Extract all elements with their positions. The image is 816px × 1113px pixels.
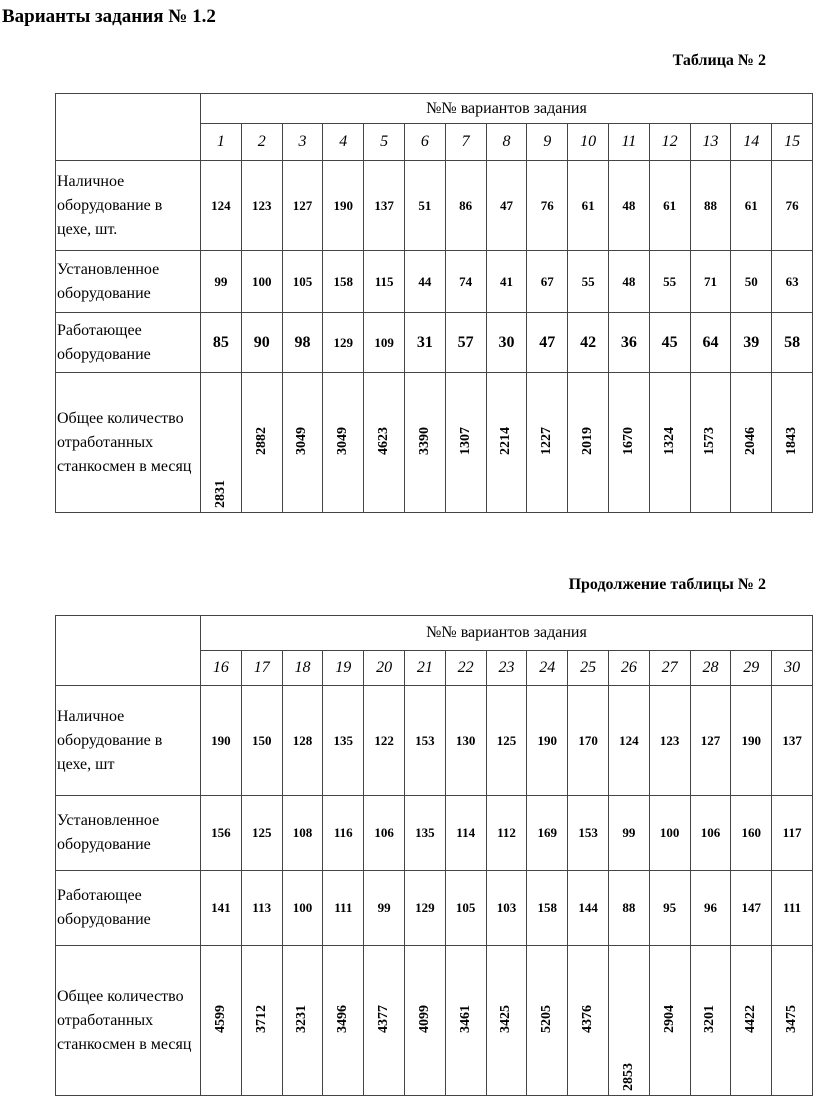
value-cell: 109 bbox=[364, 313, 405, 373]
variant-number: 25 bbox=[568, 651, 609, 686]
value-cell: 190 bbox=[201, 686, 242, 796]
variant-number: 18 bbox=[282, 651, 323, 686]
variant-number: 30 bbox=[772, 651, 813, 686]
variant-number: 1 bbox=[201, 124, 242, 161]
value-cell: 117 bbox=[772, 796, 813, 871]
corner-cell bbox=[56, 616, 201, 686]
variant-number: 8 bbox=[486, 124, 527, 161]
variant-number: 15 bbox=[772, 124, 813, 161]
value-cell bbox=[527, 373, 568, 513]
value-cell: 39 bbox=[731, 313, 772, 373]
value-cell: 111 bbox=[772, 871, 813, 946]
value-cell: 105 bbox=[445, 871, 486, 946]
value-cell: 61 bbox=[731, 161, 772, 251]
variants-header: №№ вариантов задания bbox=[201, 616, 813, 651]
value-cell: 137 bbox=[772, 686, 813, 796]
value-cell bbox=[690, 373, 731, 513]
value-cell: 170 bbox=[568, 686, 609, 796]
value-cell: 156 bbox=[201, 796, 242, 871]
value-cell bbox=[772, 946, 813, 1096]
value-cell: 55 bbox=[568, 251, 609, 313]
cell-value: 3712 bbox=[253, 1004, 269, 1033]
value-cell: 50 bbox=[731, 251, 772, 313]
value-cell: 108 bbox=[282, 796, 323, 871]
value-cell: 130 bbox=[445, 686, 486, 796]
value-cell: 31 bbox=[404, 313, 445, 373]
value-cell: 190 bbox=[323, 161, 364, 251]
value-cell: 88 bbox=[608, 871, 649, 946]
value-cell: 144 bbox=[568, 871, 609, 946]
value-cell bbox=[282, 373, 323, 513]
cell-value: 4376 bbox=[580, 1004, 596, 1033]
value-cell bbox=[201, 373, 242, 513]
cell-value: 1324 bbox=[661, 426, 677, 455]
cell-value: 3390 bbox=[416, 426, 432, 455]
value-cell: 114 bbox=[445, 796, 486, 871]
corner-cell bbox=[56, 94, 201, 161]
variant-number: 16 bbox=[201, 651, 242, 686]
cell-value: 2882 bbox=[253, 426, 269, 455]
value-cell bbox=[364, 373, 405, 513]
value-cell: 100 bbox=[282, 871, 323, 946]
variant-number: 11 bbox=[608, 124, 649, 161]
value-cell: 113 bbox=[241, 871, 282, 946]
value-cell: 112 bbox=[486, 796, 527, 871]
value-cell: 76 bbox=[527, 161, 568, 251]
variant-number: 14 bbox=[731, 124, 772, 161]
value-cell: 141 bbox=[201, 871, 242, 946]
value-cell: 129 bbox=[404, 871, 445, 946]
cell-value: 4377 bbox=[376, 1004, 392, 1033]
value-cell: 76 bbox=[772, 161, 813, 251]
variant-number: 17 bbox=[241, 651, 282, 686]
value-cell: 48 bbox=[608, 161, 649, 251]
value-cell: 74 bbox=[445, 251, 486, 313]
cell-value: 4623 bbox=[376, 426, 392, 455]
value-cell bbox=[772, 373, 813, 513]
table1-caption: Таблица № 2 bbox=[672, 52, 766, 69]
cell-value: 3475 bbox=[784, 1004, 800, 1033]
value-cell: 36 bbox=[608, 313, 649, 373]
variant-number: 29 bbox=[731, 651, 772, 686]
value-cell: 55 bbox=[649, 251, 690, 313]
value-cell: 160 bbox=[731, 796, 772, 871]
value-cell bbox=[201, 946, 242, 1096]
value-cell: 103 bbox=[486, 871, 527, 946]
value-cell: 106 bbox=[364, 796, 405, 871]
cell-value: 3231 bbox=[294, 1004, 310, 1033]
value-cell bbox=[445, 946, 486, 1096]
variant-number: 27 bbox=[649, 651, 690, 686]
value-cell: 51 bbox=[404, 161, 445, 251]
value-cell: 99 bbox=[201, 251, 242, 313]
value-cell: 58 bbox=[772, 313, 813, 373]
value-cell: 106 bbox=[690, 796, 731, 871]
value-cell: 123 bbox=[649, 686, 690, 796]
value-cell: 61 bbox=[568, 161, 609, 251]
value-cell: 123 bbox=[241, 161, 282, 251]
value-cell: 30 bbox=[486, 313, 527, 373]
value-cell: 96 bbox=[690, 871, 731, 946]
cell-value: 1670 bbox=[620, 426, 636, 455]
value-cell: 137 bbox=[364, 161, 405, 251]
value-cell: 48 bbox=[608, 251, 649, 313]
value-cell: 99 bbox=[608, 796, 649, 871]
variant-number: 13 bbox=[690, 124, 731, 161]
value-cell bbox=[323, 946, 364, 1096]
cell-value: 5205 bbox=[539, 1004, 555, 1033]
variant-number: 10 bbox=[568, 124, 609, 161]
variants-header: №№ вариантов задания bbox=[201, 94, 813, 124]
variant-number: 12 bbox=[649, 124, 690, 161]
variant-number: 4 bbox=[323, 124, 364, 161]
value-cell: 57 bbox=[445, 313, 486, 373]
value-cell: 42 bbox=[568, 313, 609, 373]
cell-value: 1227 bbox=[539, 426, 555, 455]
cell-value: 1843 bbox=[784, 426, 800, 455]
value-cell: 115 bbox=[364, 251, 405, 313]
cell-value: 2853 bbox=[620, 1063, 636, 1091]
value-cell: 100 bbox=[649, 796, 690, 871]
value-cell: 158 bbox=[323, 251, 364, 313]
table-row bbox=[56, 871, 813, 946]
value-cell: 85 bbox=[201, 313, 242, 373]
value-cell bbox=[608, 373, 649, 513]
variant-number: 21 bbox=[404, 651, 445, 686]
cell-value: 1307 bbox=[457, 426, 473, 455]
row-label: Общее количество отработанных станкосмен в месяц bbox=[56, 373, 201, 513]
cell-value: 4599 bbox=[212, 1004, 228, 1033]
cell-value: 2904 bbox=[661, 1004, 677, 1033]
row-label: Установленное оборудование bbox=[56, 251, 201, 313]
cell-value: 4099 bbox=[416, 1004, 432, 1033]
table2-caption: Продолжение таблицы № 2 bbox=[568, 576, 766, 593]
value-cell bbox=[364, 946, 405, 1096]
table2 bbox=[55, 615, 813, 1096]
variant-number: 22 bbox=[445, 651, 486, 686]
value-cell: 47 bbox=[486, 161, 527, 251]
value-cell: 41 bbox=[486, 251, 527, 313]
value-cell: 127 bbox=[282, 161, 323, 251]
value-cell: 100 bbox=[241, 251, 282, 313]
value-cell: 67 bbox=[527, 251, 568, 313]
value-cell bbox=[568, 373, 609, 513]
value-cell: 135 bbox=[323, 686, 364, 796]
value-cell: 45 bbox=[649, 313, 690, 373]
value-cell: 111 bbox=[323, 871, 364, 946]
value-cell: 71 bbox=[690, 251, 731, 313]
page-title: Варианты задания № 1.2 bbox=[2, 6, 216, 27]
value-cell bbox=[690, 946, 731, 1096]
table-row bbox=[56, 686, 813, 796]
value-cell: 125 bbox=[486, 686, 527, 796]
value-cell bbox=[282, 946, 323, 1096]
value-cell: 63 bbox=[772, 251, 813, 313]
value-cell: 124 bbox=[608, 686, 649, 796]
value-cell bbox=[404, 373, 445, 513]
value-cell: 86 bbox=[445, 161, 486, 251]
value-cell: 124 bbox=[201, 161, 242, 251]
variant-number: 20 bbox=[364, 651, 405, 686]
value-cell: 88 bbox=[690, 161, 731, 251]
table-row bbox=[56, 373, 813, 513]
cell-value: 3496 bbox=[335, 1004, 351, 1033]
variant-number: 26 bbox=[608, 651, 649, 686]
value-cell: 122 bbox=[364, 686, 405, 796]
value-cell bbox=[486, 946, 527, 1096]
value-cell: 135 bbox=[404, 796, 445, 871]
row-label: Наличное оборудование в цехе, шт bbox=[56, 686, 201, 796]
table-row bbox=[56, 313, 813, 373]
value-cell bbox=[404, 946, 445, 1096]
variant-number: 28 bbox=[690, 651, 731, 686]
value-cell: 153 bbox=[404, 686, 445, 796]
value-cell: 169 bbox=[527, 796, 568, 871]
cell-value: 1573 bbox=[702, 426, 718, 455]
row-label: Установленное оборудование bbox=[56, 796, 201, 871]
cell-value: 3201 bbox=[702, 1004, 718, 1033]
value-cell: 127 bbox=[690, 686, 731, 796]
value-cell: 129 bbox=[323, 313, 364, 373]
value-cell bbox=[445, 373, 486, 513]
value-cell: 153 bbox=[568, 796, 609, 871]
table-row bbox=[56, 946, 813, 1096]
cell-value: 2831 bbox=[212, 480, 228, 508]
value-cell: 99 bbox=[364, 871, 405, 946]
cell-value: 3049 bbox=[335, 426, 351, 455]
value-cell: 147 bbox=[731, 871, 772, 946]
row-label: Общее количество отработанных станкосмен в месяц bbox=[56, 946, 201, 1096]
variant-number: 24 bbox=[527, 651, 568, 686]
variant-number: 9 bbox=[527, 124, 568, 161]
value-cell bbox=[608, 946, 649, 1096]
variant-number: 3 bbox=[282, 124, 323, 161]
value-cell bbox=[527, 946, 568, 1096]
value-cell: 64 bbox=[690, 313, 731, 373]
variant-number: 23 bbox=[486, 651, 527, 686]
cell-value: 2046 bbox=[743, 426, 759, 455]
value-cell bbox=[731, 373, 772, 513]
value-cell: 105 bbox=[282, 251, 323, 313]
variant-number: 19 bbox=[323, 651, 364, 686]
value-cell: 98 bbox=[282, 313, 323, 373]
variant-number: 2 bbox=[241, 124, 282, 161]
row-label: Наличное оборудование в цехе, шт. bbox=[56, 161, 201, 251]
value-cell: 44 bbox=[404, 251, 445, 313]
value-cell bbox=[323, 373, 364, 513]
value-cell bbox=[649, 946, 690, 1096]
value-cell: 128 bbox=[282, 686, 323, 796]
cell-value: 2214 bbox=[498, 426, 514, 455]
value-cell: 125 bbox=[241, 796, 282, 871]
table-row bbox=[56, 796, 813, 871]
variant-number: 7 bbox=[445, 124, 486, 161]
value-cell: 116 bbox=[323, 796, 364, 871]
variant-number: 6 bbox=[404, 124, 445, 161]
value-cell: 61 bbox=[649, 161, 690, 251]
value-cell: 190 bbox=[527, 686, 568, 796]
value-cell bbox=[649, 373, 690, 513]
value-cell bbox=[568, 946, 609, 1096]
value-cell: 150 bbox=[241, 686, 282, 796]
value-cell: 158 bbox=[527, 871, 568, 946]
value-cell bbox=[241, 946, 282, 1096]
cell-value: 3425 bbox=[498, 1004, 514, 1033]
value-cell: 90 bbox=[241, 313, 282, 373]
variant-number: 5 bbox=[364, 124, 405, 161]
cell-value: 4422 bbox=[743, 1004, 759, 1033]
row-label: Работающее оборудование bbox=[56, 313, 201, 373]
value-cell bbox=[241, 373, 282, 513]
value-cell: 47 bbox=[527, 313, 568, 373]
row-label: Работающее оборудование bbox=[56, 871, 201, 946]
table1 bbox=[55, 93, 813, 513]
cell-value: 3049 bbox=[294, 426, 310, 455]
value-cell bbox=[486, 373, 527, 513]
table-row bbox=[56, 251, 813, 313]
value-cell bbox=[731, 946, 772, 1096]
cell-value: 3461 bbox=[457, 1004, 473, 1033]
cell-value: 2019 bbox=[580, 426, 596, 455]
value-cell: 190 bbox=[731, 686, 772, 796]
value-cell: 95 bbox=[649, 871, 690, 946]
table-row bbox=[56, 161, 813, 251]
